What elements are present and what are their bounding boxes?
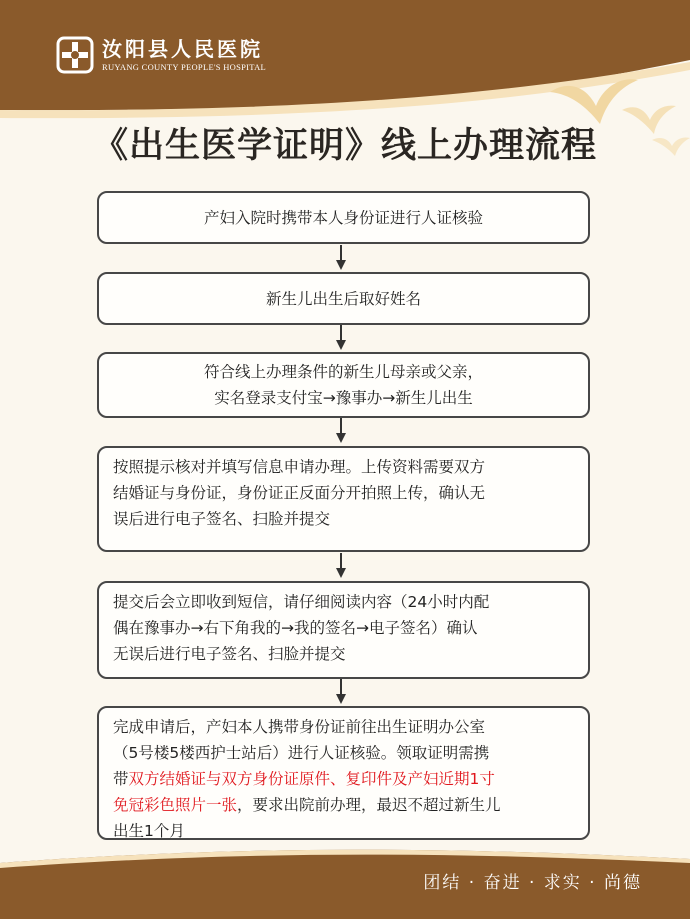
arrow-down-icon <box>333 418 349 444</box>
hospital-name-en: RUYANG COUNTY PEOPLE'S HOSPITAL <box>102 62 267 72</box>
step-box-5 <box>97 581 590 679</box>
page-title: 《出生医学证明》线上办理流程 <box>92 126 597 166</box>
step-box-6 <box>97 706 590 840</box>
arrow-down-icon <box>333 325 349 351</box>
step-6-text-line-3-prefix: 带 <box>113 770 129 788</box>
step-6-text-line-2: （5号楼5楼西护士站后）进行人证核验。领取证明需携 <box>113 744 490 762</box>
step-2-text: 新生儿出生后取好姓名 <box>265 289 421 308</box>
step-4-text-line-3: 误后进行电子签名、扫脸并提交 <box>113 510 331 528</box>
step-6-photo-highlight: 免冠彩色照片一张 <box>113 796 238 814</box>
step-6-text-line-3 <box>113 766 574 792</box>
arrow-down-icon <box>333 553 349 579</box>
step-5-text-line-2: 偶在豫事办→右下角我的→我的签名→电子签名）确认 <box>113 619 478 637</box>
step-box-1 <box>97 191 590 244</box>
step-box-2 <box>97 272 590 325</box>
step-box-4 <box>97 446 590 552</box>
step-6-required-docs-highlight: 双方结婚证与双方身份证原件、复印件及产妇近期1寸 <box>128 770 495 788</box>
step-5-text-line-3: 无误后进行电子签名、扫脸并提交 <box>113 645 346 663</box>
step-6-text-line-4-suffix: ，要求出院前办理，最迟不超过新生儿 <box>237 796 501 814</box>
step-4-text-line-2: 结婚证与身份证，身份证正反面分开拍照上传，确认无 <box>113 484 486 502</box>
step-4-text-line-1: 按照提示核对并填写信息申请办理。上传资料需要双方 <box>113 458 486 476</box>
step-1-text: 产妇入院时携带本人身份证进行人证核验 <box>203 208 483 227</box>
hospital-logo-icon <box>54 34 96 76</box>
step-box-3 <box>97 352 590 418</box>
hospital-logo <box>54 34 266 76</box>
step-6-text-line-4 <box>113 792 574 818</box>
step-6-text-line-1: 完成申请后，产妇本人携带身份证前往出生证明办公室 <box>113 718 486 736</box>
step-5-text-line-1: 提交后会立即收到短信，请仔细阅读内容（24小时内配 <box>113 593 490 611</box>
hospital-slogan: 团结 · 奋进 · 求实 · 尚德 <box>423 873 642 893</box>
arrow-down-icon <box>333 245 349 271</box>
step-3-text-line-2: 实名登录支付宝→豫事办→新生儿出生 <box>214 389 473 407</box>
step-3-text-line-1: 符合线上办理条件的新生儿母亲或父亲， <box>203 363 483 381</box>
step-6-text-line-5: 出生1个月 <box>113 822 185 840</box>
hospital-name-cn: 汝阳县人民医院 <box>102 37 263 61</box>
arrow-down-icon <box>333 679 349 705</box>
